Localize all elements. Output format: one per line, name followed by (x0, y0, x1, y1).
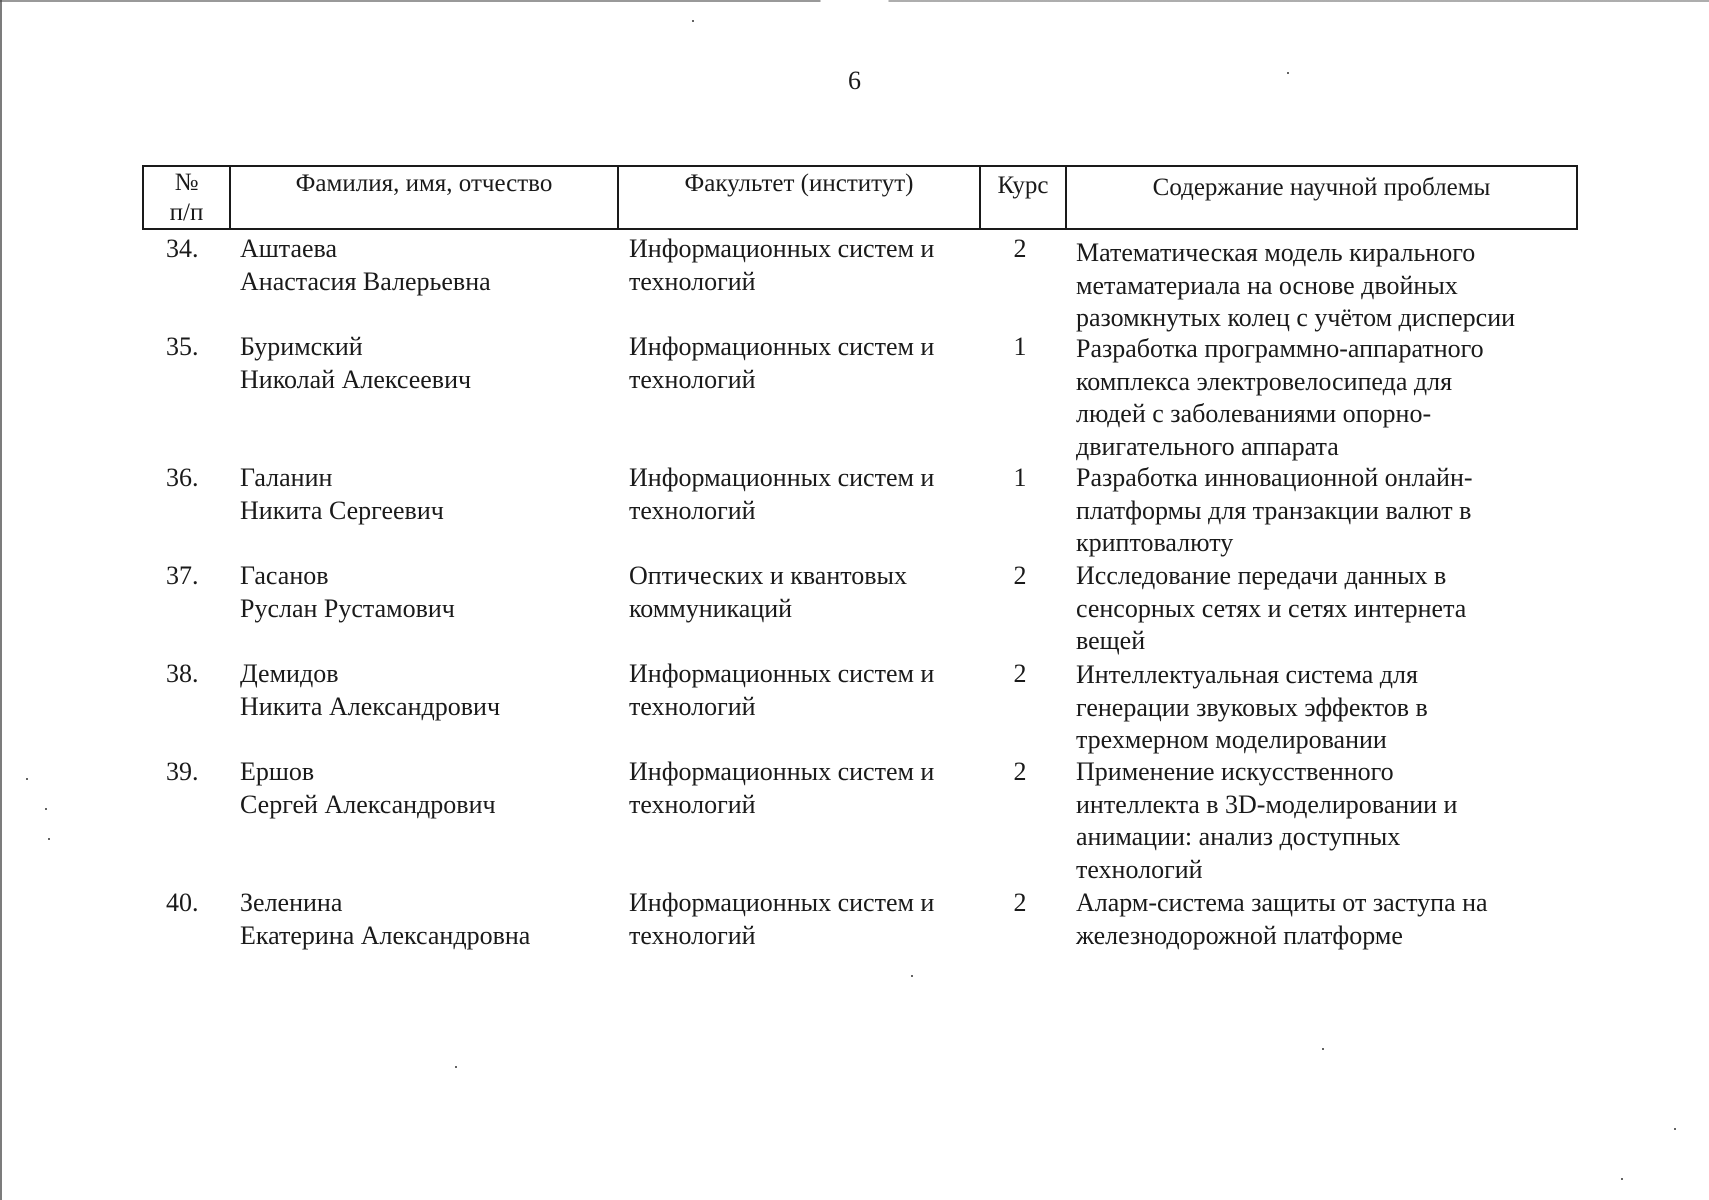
scan-speck (26, 778, 28, 780)
scan-speck (45, 808, 47, 810)
faculty: Информационных систем и технологий (629, 463, 935, 525)
header-num: № п/п (169, 169, 204, 226)
scan-speck (911, 975, 913, 977)
course: 2 (1013, 757, 1027, 786)
row-number: 34. (166, 234, 199, 263)
header-course: Курс (997, 172, 1049, 199)
student-name: Зеленина Екатерина Александровна (240, 888, 531, 950)
research-topic: Исследование передачи данных в сенсорных сетях и сетях интернета вещей (1076, 561, 1467, 655)
course: 2 (1013, 234, 1027, 263)
student-name: Демидов Никита Александрович (240, 659, 501, 721)
faculty: Информационных систем и технологий (629, 659, 935, 721)
faculty: Информационных систем и технологий (629, 757, 935, 819)
header-name: Фамилия, имя, отчество (295, 170, 553, 197)
research-topic: Разработка программно-аппаратного комплекса электровелосипеда для людей с заболеваниями опорно- двигательного аппарата (1076, 334, 1484, 461)
faculty: Информационных систем и технологий (629, 332, 935, 394)
row-number: 35. (166, 332, 199, 361)
scan-speck (692, 20, 694, 22)
scan-edge-left (0, 0, 2, 1200)
course: 1 (1013, 463, 1027, 492)
course: 2 (1013, 561, 1027, 590)
row-number: 40. (166, 888, 199, 917)
scan-speck (1621, 1178, 1623, 1180)
research-topic: Интеллектуальная система для генерации звуковых эффектов в трехмерном моделировании (1076, 660, 1428, 754)
research-topic: Аларм-система защиты от заступа на железнодорожной платформе (1076, 888, 1488, 950)
row-number: 36. (166, 463, 199, 492)
faculty: Оптических и квантовых коммуникаций (629, 561, 908, 623)
page-number: 6 (848, 66, 861, 95)
student-name: Ершов Сергей Александрович (240, 757, 496, 819)
faculty: Информационных систем и технологий (629, 888, 935, 950)
research-topic: Математическая модель кирального метаматериала на основе двойных разомкнутых колец с учётом дисперсии (1076, 238, 1516, 332)
header-topic: Содержание научной проблемы (1152, 174, 1491, 201)
student-name: Буримский Николай Алексеевич (240, 332, 472, 394)
scan-speck (48, 838, 50, 840)
scan-speck (1674, 1128, 1676, 1130)
student-name: Гасанов Руслан Рустамович (240, 561, 455, 623)
scan-edge-top (0, 0, 1709, 2)
course: 2 (1013, 888, 1027, 917)
scan-speck (455, 1066, 457, 1068)
research-topic: Разработка инновационной онлайн- платформы для транзакции валют в криптовалюту (1076, 463, 1473, 557)
header-faculty: Факультет (институт) (684, 170, 914, 197)
student-name: Галанин Никита Сергеевич (240, 463, 444, 525)
row-number: 37. (166, 561, 199, 590)
research-topic: Применение искусственного интеллекта в 3D-моделировании и анимации: анализ доступных технологий (1076, 757, 1458, 884)
student-name: Аштаева Анастасия Валерьевна (240, 234, 491, 296)
row-number: 39. (166, 757, 199, 786)
course: 1 (1013, 332, 1027, 361)
course: 2 (1013, 659, 1027, 688)
faculty: Информационных систем и технологий (629, 234, 935, 296)
row-number: 38. (166, 659, 199, 688)
scan-speck (1322, 1048, 1324, 1050)
